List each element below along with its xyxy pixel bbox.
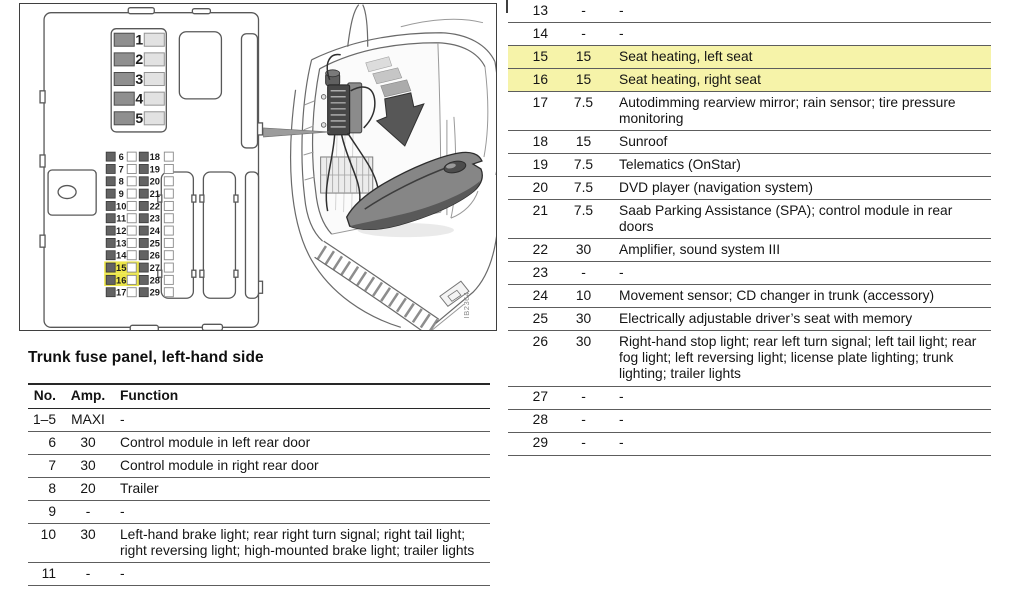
fuse-9-label: 9 [118,189,124,200]
table-row-fuse-28 [508,410,991,433]
table-row-fuse-16 [508,69,991,92]
fuse-15-label: 15 [116,262,127,273]
fuse-function: DVD player (navigation system) [619,179,813,195]
fuse-function: Right-hand stop light; rear left turn signal; left tail light; rear fog light; left reversing light; license plate lighting; trunk lighting; trailer lights [619,333,977,382]
maxi-fuse-3-dark [114,73,134,86]
table-row-fuse-15 [508,46,991,69]
fuse-no: 11 [41,565,56,581]
fuse-11-label: 11 [116,213,127,224]
fuse-amp: 15 [575,71,592,87]
fuse-12-dark [106,226,115,235]
fuse-10-dark [106,201,115,210]
fuse-amp: - [581,412,586,428]
fuse-amp: - [85,503,91,519]
fuse-9-light [127,189,136,198]
fuse-20-light [164,177,173,186]
fuse-function: - [619,264,624,280]
fuse-12-label: 12 [116,225,127,236]
fuse-17-label: 17 [116,287,127,298]
fuse-amp: 15 [575,48,592,64]
table-row-fuse-29 [508,433,991,456]
fuse-19-light [164,164,173,173]
fuse-function: Telematics (OnStar) [619,156,741,172]
fuse-7-light [127,164,136,173]
fuse-25-light [164,238,173,247]
table-row-fuse-21 [508,200,991,239]
fuse-table-right [508,0,991,456]
maxi-fuse-4-light [144,92,164,105]
fuse-28-light [164,275,173,284]
fuse-no: 21 [532,202,548,218]
fuse-function: - [120,565,125,581]
fuse-18-light [164,152,173,161]
maxi-fuse-2-label: 2 [135,51,144,68]
table-row-fuse-13 [508,0,991,23]
fuse-19-dark [139,164,148,173]
fuse-17-dark [106,288,115,297]
fuse-function: Left-hand brake light; rear right turn signal; right tail light; right reversing light; high-mounted brake light; trailer lights [120,526,475,558]
fuse-no: 26 [532,333,548,349]
fuse-23-light [164,214,173,223]
fuse-10-label: 10 [116,201,127,212]
fuse-function: - [619,435,624,451]
fuse-function: Seat heating, left seat [619,48,753,64]
fuse-amp: 30 [575,241,592,257]
maxi-fuse-2-light [144,53,164,66]
fuse-27-dark [139,263,148,272]
fuse-11-light [127,214,136,223]
fuse-24-label: 24 [149,225,160,236]
maxi-fuse-5-label: 5 [135,110,144,127]
table-row-fuse-14 [508,23,991,46]
fuse-amp: 30 [80,457,96,473]
table-row-fuse-26 [508,331,991,386]
fuse-function: - [619,412,624,428]
fuse-6-label: 6 [118,152,124,163]
fuse-9-dark [106,189,115,198]
fuse-panel-diagram [20,4,496,330]
fuse-8-label: 8 [118,176,124,187]
fuse-amp: - [581,264,586,280]
fuse-function: Saab Parking Assistance (SPA); control module in rear doors [619,202,953,234]
fuse-27-light [164,263,173,272]
maxi-fuse-3-label: 3 [135,70,144,87]
fuse-no: 8 [48,480,56,496]
table-row-fuse-25 [508,308,991,331]
fuse-18-dark [139,152,148,161]
fuse-13-label: 13 [116,238,127,249]
fuse-no: 17 [532,94,548,110]
table-row-fuse-7 [28,455,490,478]
fuse-29-label: 29 [149,287,160,298]
sill-ribs [315,241,439,330]
table-row-fuse-23 [508,262,991,285]
fuse-21-dark [139,189,148,198]
fuse-function: Seat heating, right seat [619,71,761,87]
fuse-16-light [127,275,136,284]
fuse-17-light [127,288,136,297]
table-row-fuse-8 [28,478,490,501]
maxi-fuse-1-label: 1 [135,31,144,48]
maxi-fuse-1-light [144,33,164,46]
fuse-28-label: 28 [149,275,160,286]
fuse-function: - [619,2,624,18]
table-row-fuse-27 [508,387,991,410]
fuse-function: - [120,503,125,519]
fuse-22-light [164,201,173,210]
fuse-29-dark [139,288,148,297]
fuse-20-dark [139,177,148,186]
fuse-no: 19 [532,156,548,172]
fuse-table-left [28,383,490,586]
fuse-29-light [164,288,173,297]
fuse-amp: MAXI [71,411,105,427]
fuse-19-label: 19 [149,164,160,175]
fuse-no: 22 [532,241,548,257]
fuse-26-label: 26 [149,250,160,261]
fuse-24-dark [139,226,148,235]
fuse-no: 20 [532,179,548,195]
fuse-no: 7 [48,457,56,473]
fuse-amp: 7.5 [573,202,594,218]
fuse-22-label: 22 [149,201,160,212]
fuse-26-light [164,251,173,260]
fuse-function: - [619,25,624,41]
trunk-sketch [264,5,496,330]
fuse-amp: 7.5 [573,94,594,110]
fuse-8-light [127,177,136,186]
table-row-fuse-19 [508,154,991,177]
fuse-13-light [127,238,136,247]
fuse-21-light [164,189,173,198]
fuse-25-dark [139,238,148,247]
fuse-20-label: 20 [149,176,160,187]
fuse-amp: 7.5 [573,179,594,195]
fuse-amp: 15 [575,133,592,149]
table-row-fuse-22 [508,239,991,262]
fuse-amp: - [581,389,586,405]
fuse-8-dark [106,177,115,186]
fuse-6-light [127,152,136,161]
fuse-amp: 20 [80,480,96,496]
fuse-7-dark [106,164,115,173]
fuse-no: 27 [532,389,548,405]
fuse-14-light [127,251,136,260]
fuse-23-dark [139,214,148,223]
fuse-amp: 30 [575,310,592,326]
table-row-fuse-9 [28,501,490,524]
fuse-no: 28 [532,412,548,428]
fuse-11-dark [106,214,115,223]
fuse-23-label: 23 [149,213,160,224]
col-header-no: No. [33,388,56,403]
table-row-fuse-17 [508,92,991,131]
fuse-26-dark [139,251,148,260]
table-row-fuse-11 [28,563,490,586]
fuse-function: - [120,411,125,427]
table-row-fuse-10 [28,524,490,563]
fuse-7-label: 7 [118,164,124,175]
fuse-function: - [619,389,624,405]
fuse-amp: 30 [80,526,96,542]
maxi-fuse-1-dark [114,33,134,46]
fuse-16-dark [106,275,115,284]
maxi-fuse-4-dark [114,92,134,105]
maxi-fuse-4-label: 4 [135,90,144,107]
fuse-25-label: 25 [149,238,160,249]
fuse-14-dark [106,251,115,260]
fuse-27-label: 27 [149,262,160,273]
fuse-function: Control module in right rear door [120,457,319,473]
fuse-amp: 7.5 [573,156,594,172]
fuse-panel-illustration [19,3,497,331]
fuse-no: 13 [532,2,548,18]
fuse-no: 1–5 [32,411,56,427]
fuse-13-dark [106,238,115,247]
fuse-amp: - [581,2,586,18]
fuse-amp: 10 [575,287,592,303]
fuse-10-light [127,201,136,210]
fuse-16-label: 16 [116,275,127,286]
fuse-22-dark [139,201,148,210]
maxi-fuse-2-dark [114,53,134,66]
fuse-14-label: 14 [116,250,127,261]
mounting-tab [48,170,96,215]
fuse-function: Electrically adjustable driver’s seat with memory [619,310,913,326]
fuse-no: 24 [532,287,548,303]
fuse-no: 9 [48,503,56,519]
col-header-function: Function [120,388,179,403]
fuse-function: Amplifier, sound system III [619,241,781,257]
fuse-no: 6 [48,434,56,450]
fuse-12-light [127,226,136,235]
maxi-fuse-5-dark [114,112,134,125]
fuse-amp: - [581,25,586,41]
fuse-function: Movement sensor; CD changer in trunk (accessory) [619,287,935,303]
fuse-no: 29 [532,435,548,451]
fuse-amp: 30 [80,434,96,450]
fuse-no: 16 [532,71,548,87]
fuse-function: Trailer [120,480,159,496]
fuse-no: 25 [532,310,548,326]
fuse-15-light [127,263,136,272]
figure-id-label: IB2364 [461,291,471,319]
fuse-no: 10 [40,526,56,542]
fuse-15-dark [106,263,115,272]
fuse-amp: - [85,565,91,581]
fuse-amp: - [581,435,586,451]
table-row-fuse-1–5 [28,409,490,432]
fuse-function: Control module in left rear door [120,434,311,450]
table-row-fuse-18 [508,131,991,154]
table-row-fuse-24 [508,285,991,308]
section-title: Trunk fuse panel, left-hand side [28,349,264,366]
table-row-fuse-20 [508,177,991,200]
fuse-function: Sunroof [619,133,668,149]
fuse-no: 18 [532,133,548,149]
maxi-fuse-block [111,29,166,132]
fuse-6-dark [106,152,115,161]
fuse-18-label: 18 [149,152,160,163]
maxi-fuse-5-light [144,112,164,125]
maxi-fuse-3-light [144,73,164,86]
fuse-21-label: 21 [149,189,160,200]
fuse-no: 15 [532,48,548,64]
fuse-amp: 30 [575,333,592,349]
fuse-24-light [164,226,173,235]
column-divider-tick [506,0,508,13]
fuse-28-dark [139,275,148,284]
fuse-function: Autodimming rearview mirror; rain sensor; tire pressure monitoring [619,94,956,126]
fuse-no: 23 [532,264,548,280]
fuse-no: 14 [532,25,548,41]
col-header-amp: Amp. [70,388,106,403]
table-header [28,383,490,409]
table-row-fuse-6 [28,432,490,455]
